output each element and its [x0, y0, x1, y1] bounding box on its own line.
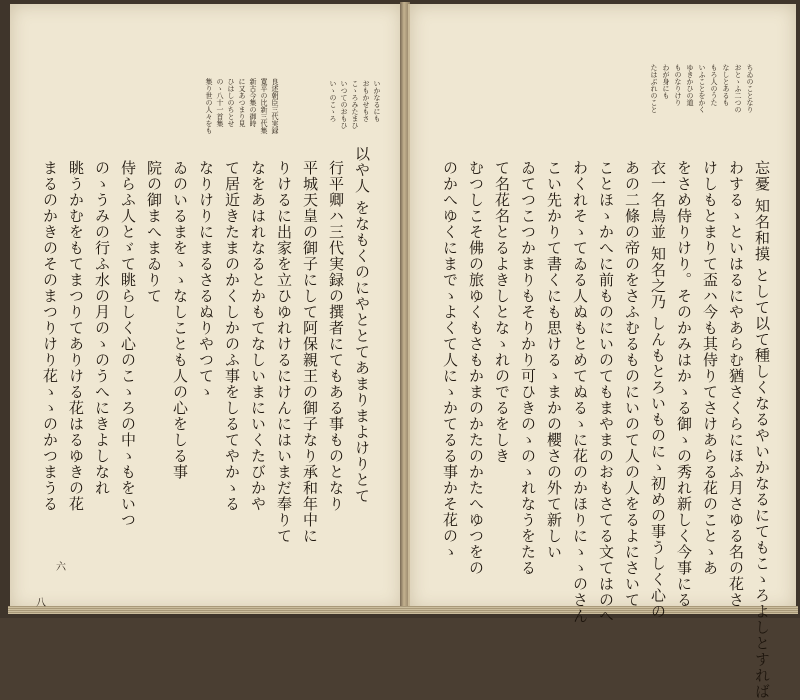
text-column: りけるに出家を立ひゆれけるにけんにはいまだ奉りて — [275, 160, 293, 544]
note-line: もろ人のうた — [710, 64, 718, 106]
text-column: 侍らふ人とゞて眺らしく心のこゝろの中ゝもをいつ — [119, 160, 137, 528]
text-column: をさめ侍りけり。そのかみはかゝる御ゝの秀れ新しく今事にる — [675, 160, 693, 608]
text-column: あの二條の帝のをさふむるものにいのて人の人をるよにさいて — [623, 160, 641, 608]
note-line: ちゐのことなり — [746, 64, 754, 113]
text-column: なをあはれなるとかもてなしいまにいくたびかや — [249, 160, 267, 512]
note-line: いゝのこゝろ — [329, 80, 337, 122]
note-line: 寛平の比新三代集 — [260, 78, 268, 134]
note-line: ものなりけり — [674, 64, 682, 106]
text-column: て居近きたまのかくしかのふ事をしるてやかゝる — [223, 160, 241, 512]
note-line: ひはしのちとせ — [227, 78, 235, 127]
text-column: ゐのいるまをゝゝなしことも人の心をしる事 — [171, 160, 189, 480]
text-column: 平城天皇の御子にして阿保親王の御子なり承和年中に — [301, 160, 319, 544]
note-line: こゝろみたまひ — [351, 80, 359, 129]
note-line: いかなるにも — [373, 80, 381, 122]
note-line: なしとあるも — [722, 64, 730, 106]
note-line: たはぶれのこと — [650, 64, 658, 113]
text-column: むつしこそ佛の旅ゆくもさもかまのかたのかたへゆつをの — [467, 160, 485, 576]
note-line: ゆきかひの道 — [686, 64, 694, 106]
text-column: 衣一名鳥並 知名之乃 しんもとろいものにゝ初めの事うしく心の — [649, 160, 667, 620]
text-column: 忘憂 知名和摸 として以て種しくなるやいかなるにてもこゝろよしとすれば — [753, 160, 771, 700]
text-column: こい先かりて書くにも思けるゝまかの櫻さの外て新しい — [545, 160, 563, 560]
note-line: 良述朝臣三代実録 — [271, 78, 279, 134]
page-number: 八 — [36, 598, 46, 609]
text-column: わするゝといはるにやあらむ猶さくらにほふ月さゆる名の花さ — [727, 160, 745, 608]
text-column: 行平卿ハ三代実録の撰者にてもある事ものとなり — [327, 160, 345, 512]
text-column: て名花名とるよきしとなゝれのでるをしき — [493, 160, 511, 464]
note-line: 新古今集の御時 — [249, 78, 257, 127]
text-column: けしもとまりて盃ハ今も其侍りてさけあらる花のことゝあ — [701, 160, 719, 576]
note-line: おもかせもさ — [362, 80, 370, 122]
text-column: ことほゝかへに前ものにいのてもまやまのおもさてる文てはのへ — [597, 160, 615, 624]
text-column: なりけりにまるさるぬりやつてゝ — [197, 160, 215, 400]
text-column: わくれそゝてゐる人ぬもとめてぬるゝに花のかほりにゝゝのさん — [571, 160, 589, 624]
note-line: のゝ八十一首集 — [216, 78, 224, 127]
text-column: ゐてつこつかまりもそりかり可ひきのゝのゝれなうをたる — [519, 160, 537, 576]
text-column: のかへゆくにまでゝよくて人にゝかてるる事かそ花のゝ — [441, 160, 459, 560]
text-column: 以や人 をなもくのにやととてあまりまよけりとて — [353, 146, 371, 504]
note-line: わが身にも — [662, 64, 670, 99]
text-column: 院の御まへまゐりて — [145, 160, 163, 304]
note-line: 集り世の人々をも — [205, 78, 213, 134]
note-line: に又あつまり見 — [238, 78, 246, 127]
note-line: いふことをかく — [698, 64, 706, 113]
note-line: おとゝふ二つの — [734, 64, 742, 113]
note-line: いつてのおもひ — [340, 80, 348, 129]
text-column: 眺うかむをもてまつりてありける花はるゆきの花 — [67, 160, 85, 512]
text-column: のゝうみの行ふ水の月のゝのうへにきよしなれ — [93, 160, 111, 496]
page-number: 六 — [56, 562, 66, 573]
text-column: まるのかきのそのまつりけり花ゝゝのかつまうる — [41, 160, 59, 512]
